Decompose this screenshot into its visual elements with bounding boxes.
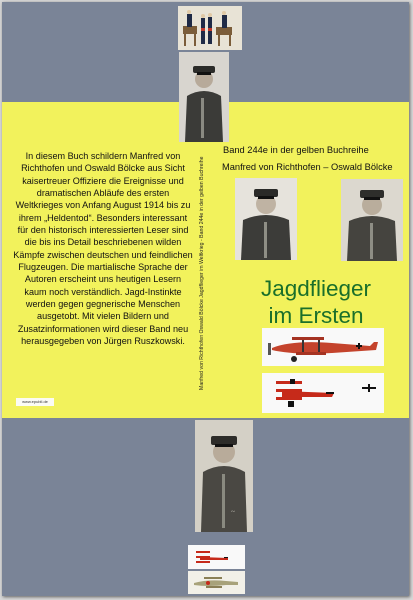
- back-cover-blurb: In diesem Buch schildern Manfred von Richthofen und Oswald Bölcke aus Sicht kaisertreuer Offiziere die Ereignisse und dramatischen Abläufe des ersten Weltkrieges von Anfang August 1914 bis zu ihrem „Heldentod“. Besonders interessant für den historisch interessierten Leser sind die bis ins Detail beschriebenen wilden Kämpfe zwischen deutschen und feindlichen Flugzeugen. Die martialische Sprache der Autoren erscheint uns heutigen Lesern kaum noch verständlich. Jagd-Instinkte werden gegen gegnerische Menschen ausgetobt. Mit vielen Bildern und Zusatzinformationen wird dieser Band neu herausgegeben von Jürgen Ruszkowski.: [13, 151, 193, 347]
- boelcke-portrait: [341, 179, 403, 261]
- biplane-side-image: [262, 328, 384, 366]
- officer-portrait-bottom: [195, 420, 253, 532]
- title-line-1: Jagdflieger: [260, 276, 372, 301]
- biplane-small-image: [188, 571, 245, 594]
- series-label: Band 244e in der gelben Buchreihe: [223, 145, 369, 155]
- publisher-logo: www.epubli.de: [16, 398, 54, 406]
- svg-text:~: ~: [231, 508, 235, 516]
- author-names: Manfred von Richthofen – Oswald Bölcke: [222, 162, 393, 172]
- spine-text: Manfred von Richthofen Oswald Bölcke Jagdflieger im Weltkrieg - Band 244e in der gelben Buchreihe: [199, 156, 205, 390]
- triplane-small-image: [188, 545, 245, 569]
- richthofen-portrait: [235, 178, 297, 260]
- cavalry-photo: [178, 6, 242, 50]
- book-cover: [2, 2, 409, 596]
- fokker-triplane-image: [262, 373, 384, 413]
- officer-portrait-top: [179, 52, 229, 142]
- title-line-2: im Ersten: [268, 303, 364, 328]
